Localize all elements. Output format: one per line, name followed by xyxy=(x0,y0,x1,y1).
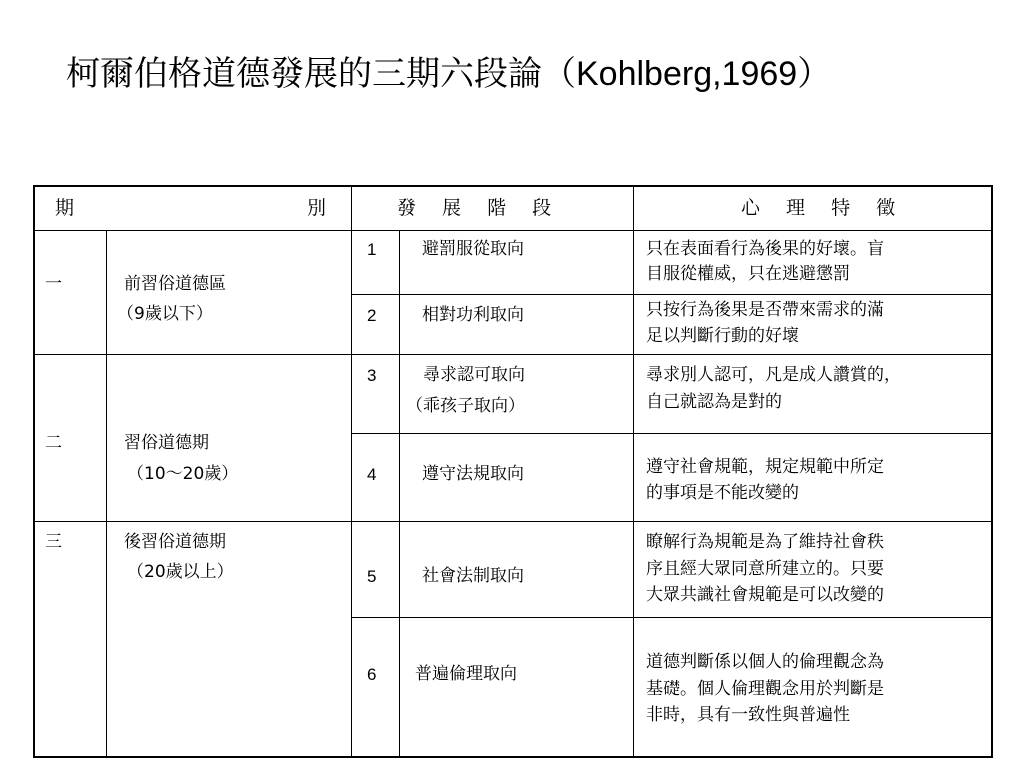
header-traits: 心 理 特 徵 xyxy=(741,197,906,219)
stage-3-number: 3 xyxy=(367,366,377,385)
stage-5-trait-line-1: 瞭解行為規範是為了維持社會秩 xyxy=(646,532,884,552)
stage-1-trait-line-1: 只在表面看行為後果的好壞。盲 xyxy=(646,239,884,259)
stage-1-name: 避罰服從取向 xyxy=(422,239,524,259)
period-1-number: 一 xyxy=(45,274,62,294)
col-divider-period xyxy=(351,185,352,758)
col-divider-trait xyxy=(633,185,634,758)
stage-2-name: 相對功利取向 xyxy=(422,305,524,325)
stage-6-trait-line-3: 非時，具有一致性與普遍性 xyxy=(646,705,850,725)
header-period-right: 別 xyxy=(307,197,337,219)
title-close-paren: ） xyxy=(797,54,832,94)
period-3-name: 後習俗道德期 xyxy=(124,532,226,552)
period-2-number: 二 xyxy=(45,433,62,453)
stage-1-number: 1 xyxy=(367,240,377,259)
period-1-name: 前習俗道德區 xyxy=(124,274,226,294)
stage-5-trait-line-3: 大眾共識社會規範是可以改變的 xyxy=(646,585,884,605)
stage-5-number: 5 xyxy=(367,567,377,586)
stage-4-name: 遵守法規取向 xyxy=(422,464,524,484)
stage-4-trait-line-1: 遵守社會規範，規定規範中所定 xyxy=(646,457,884,477)
stage-3-trait-line-1: 尋求別人認可，凡是成人讚賞的， xyxy=(646,365,901,385)
period-divider-1-2 xyxy=(33,354,993,355)
title-citation: Kohlberg,1969 xyxy=(576,55,798,93)
stage-6-number: 6 xyxy=(367,665,377,684)
stage-3-name: 尋求認可取向 xyxy=(423,365,525,385)
stage-1-trait-line-2: 目服從權威，只在逃避懲罰 xyxy=(646,264,850,284)
stage-2-trait-line-1: 只按行為後果是否帶來需求的滿 xyxy=(646,300,884,320)
stage-6-name: 普遍倫理取向 xyxy=(415,664,517,684)
stage-5-trait-line-2: 序且經大眾同意所建立的。只要 xyxy=(646,559,884,579)
period-divider-2-3 xyxy=(33,521,993,522)
row-divider-5-6 xyxy=(351,617,993,618)
stage-2-number: 2 xyxy=(367,306,377,325)
stage-2-trait-line-2: 足以判斷行動的好壞 xyxy=(646,326,799,346)
header-stage: 發 展 階 段 xyxy=(397,197,562,219)
header-divider xyxy=(33,230,993,231)
period-3-age: （20歲以上） xyxy=(127,562,234,582)
stage-6-trait-line-2: 基礎。個人倫理觀念用於判斷是 xyxy=(646,679,884,699)
period-1-age: （9歲以下） xyxy=(117,304,213,324)
title-chinese: 柯爾伯格道德發展的三期六段論（ xyxy=(66,54,576,94)
row-divider-3-4 xyxy=(351,433,993,434)
period-3-number: 三 xyxy=(45,532,62,552)
stage-4-trait-line-2: 的事項是不能改變的 xyxy=(646,483,799,503)
period-2-name: 習俗道德期 xyxy=(124,433,209,453)
period-2-age: （10～20歲） xyxy=(127,464,239,484)
stage-6-trait-line-1: 道德判斷係以個人的倫理觀念為 xyxy=(646,652,884,672)
stage-3-name-note: （乖孩子取向） xyxy=(406,396,525,416)
col-divider-period-num xyxy=(106,230,107,758)
stage-3-trait-line-2: 自己就認為是對的 xyxy=(646,392,782,412)
stage-5-name: 社會法制取向 xyxy=(422,566,524,586)
kohlberg-stage-table xyxy=(33,185,993,758)
row-divider-1-2 xyxy=(351,294,993,295)
page-title xyxy=(66,52,1006,96)
header-period-left: 期 xyxy=(55,197,85,219)
stage-4-number: 4 xyxy=(367,465,377,484)
col-divider-stage-num xyxy=(399,230,400,758)
